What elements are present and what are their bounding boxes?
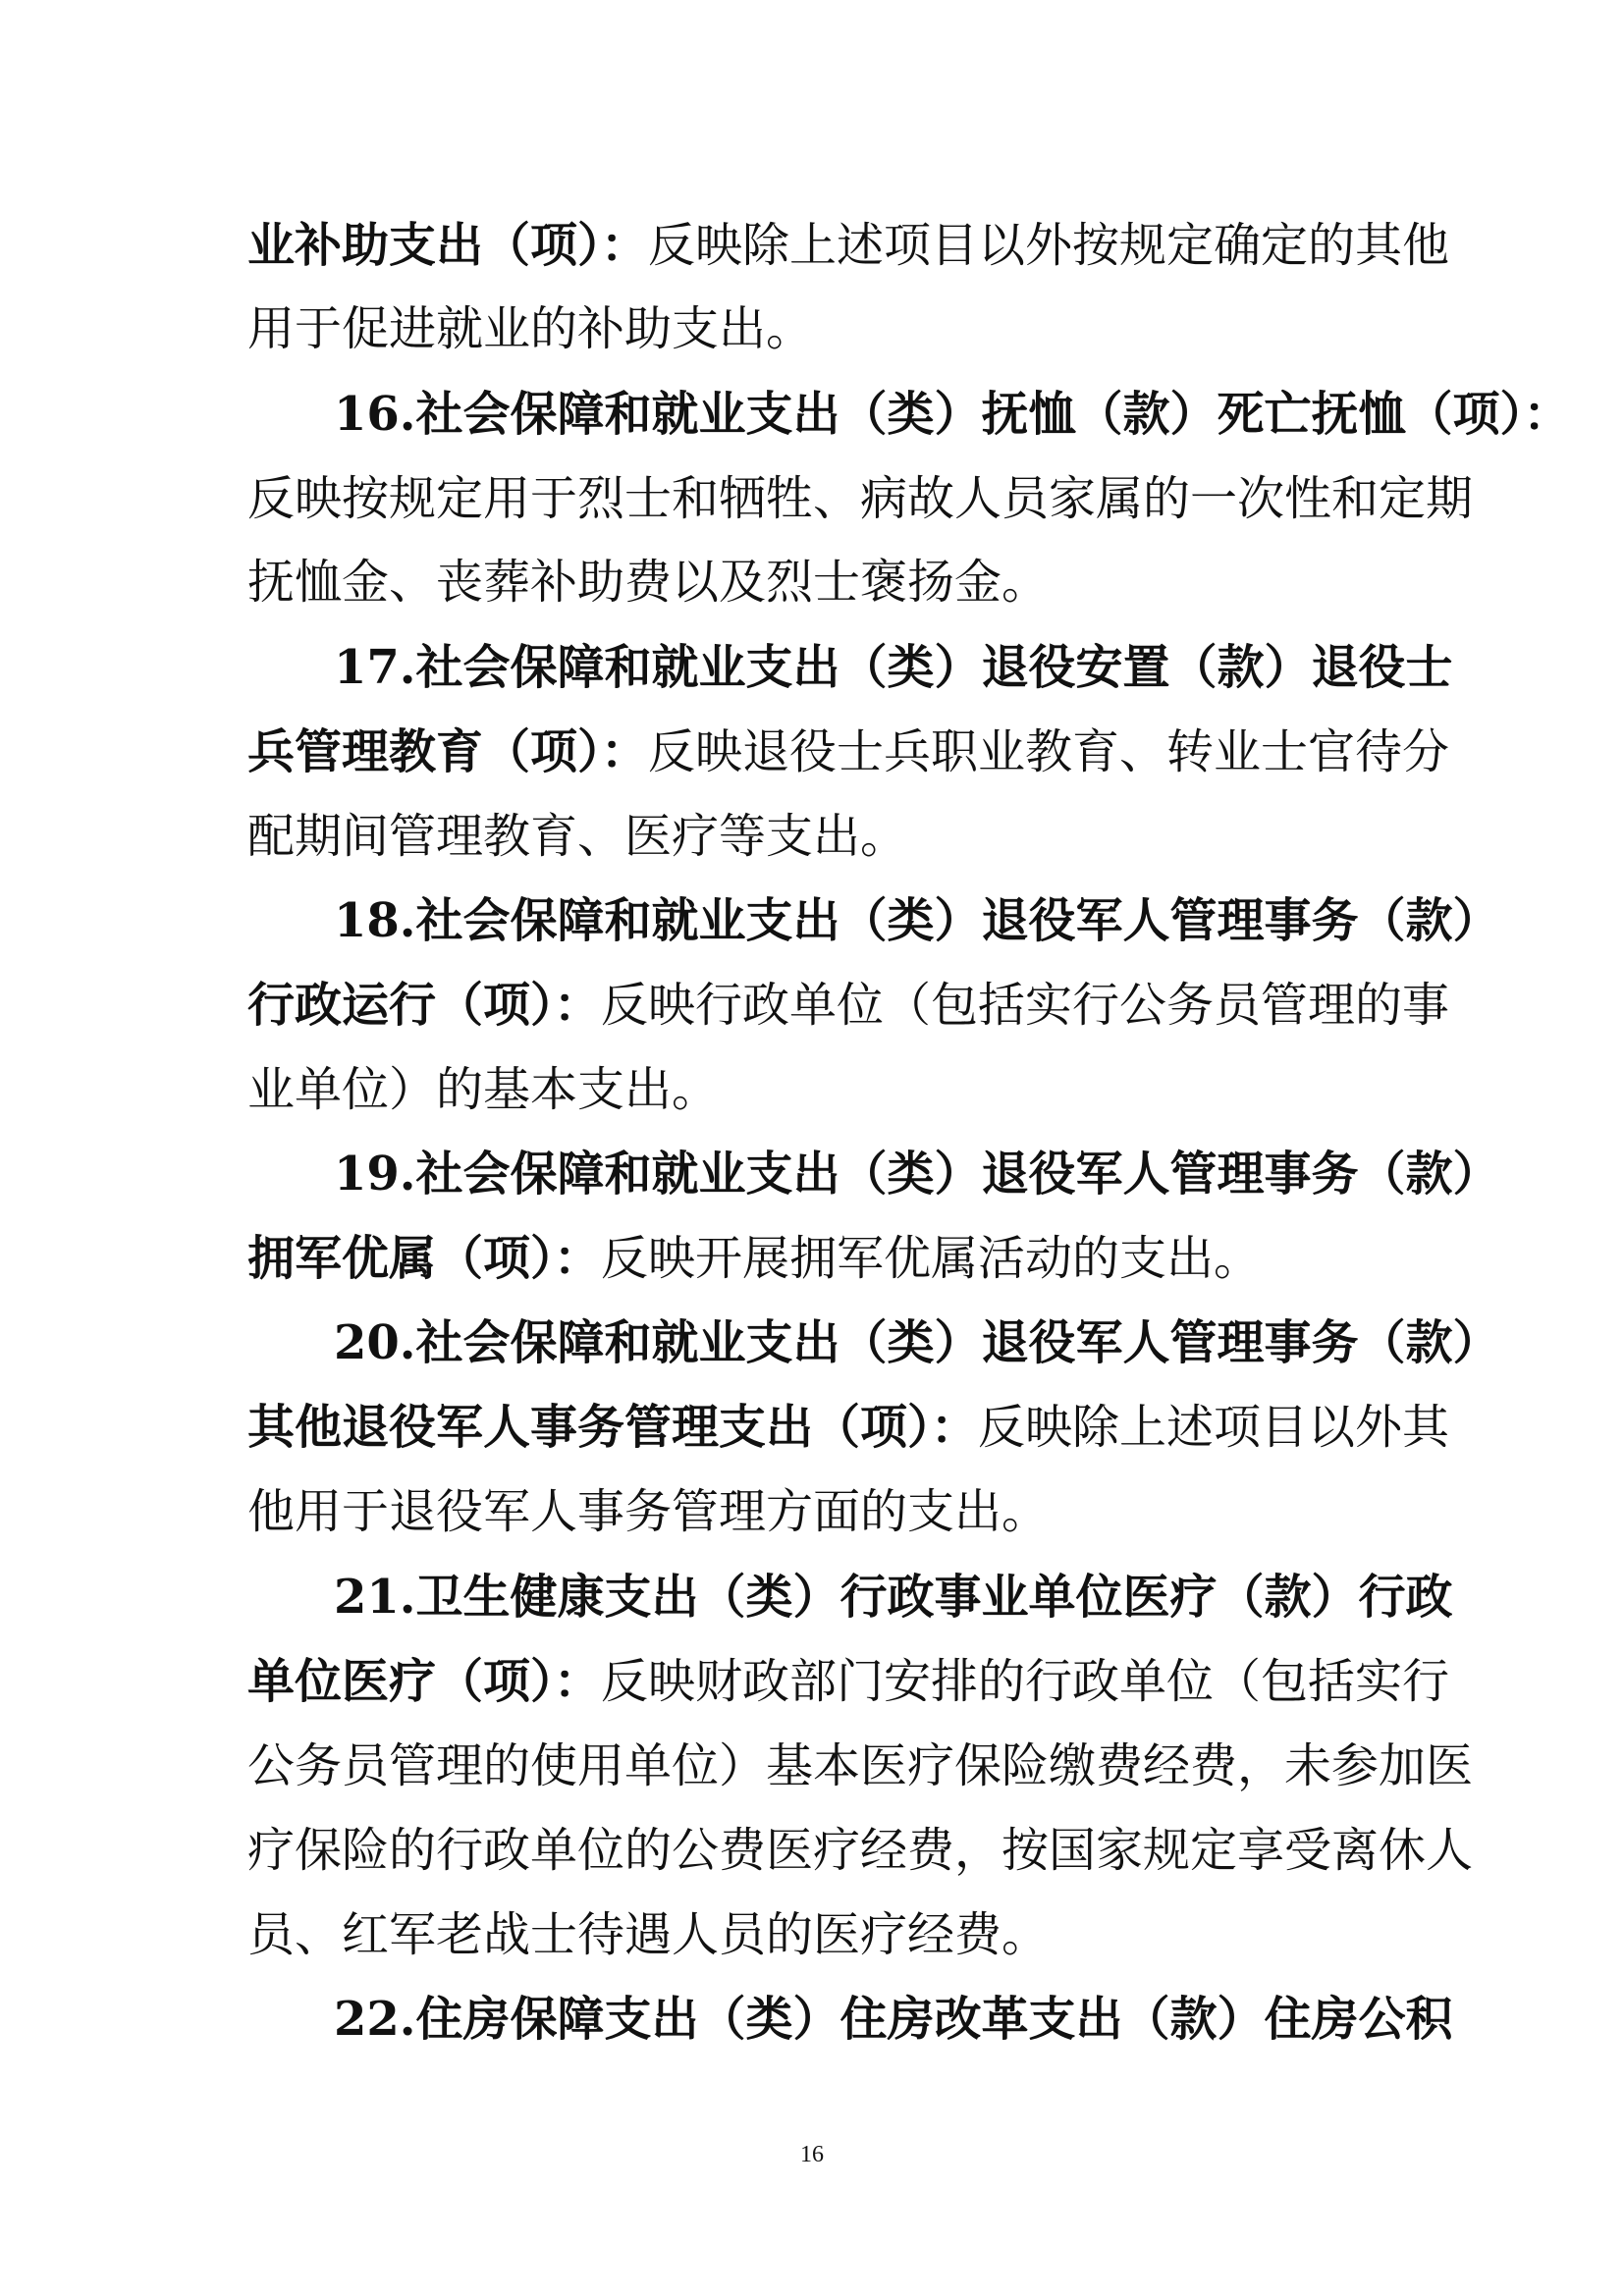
section-body: 业单位）的基本支出。 [247,1062,720,1117]
text-line-9 [334,891,1500,950]
section-heading: 20.社会保障和就业支出（类）退役军人管理事务（款） [334,1315,1500,1370]
text-line-6 [334,638,1453,697]
text-line-21 [247,1905,1386,1964]
section-heading: 22.住房保障支出（类）住房改革支出（款）住房公积 [334,1992,1453,2047]
section-body: 公务员管理的使用单位）基本医疗保险缴费经费，未参加医 [247,1738,1474,1793]
text-line-17 [334,1568,1453,1627]
text-line-4 [247,469,1474,528]
section-body: 疗保险的行政单位的公费医疗经费，按国家规定享受离休人 [247,1823,1474,1878]
section-body: 反映开展拥军优属活动的支出。 [601,1231,1262,1286]
section-heading: 行政运行（项）： [247,978,602,1033]
text-line-15 [247,1398,1450,1457]
text-line-18 [247,1652,1450,1711]
section-heading: 21.卫生健康支出（类）行政事业单位医疗（款）行政 [334,1570,1453,1625]
text-line-11 [247,1060,1386,1119]
section-body: 员、红军老战士待遇人员的医疗经费。 [247,1907,1050,1962]
section-body: 他用于退役军人事务管理方面的支出。 [247,1484,1050,1539]
section-heading: 业补助支出（项）： [247,218,649,273]
text-line-2 [247,299,1386,358]
text-line-10 [247,976,1450,1035]
section-heading: 拥军优属（项）： [247,1231,602,1286]
text-line-19 [247,1736,1474,1795]
section-body: 反映按规定用于烈士和牺牲、病故人员家属的一次性和定期 [247,471,1474,526]
section-body: 配期间管理教育、医疗等支出。 [247,809,908,864]
section-heading: 18.社会保障和就业支出（类）退役军人管理事务（款） [334,893,1500,948]
section-body: 用于促进就业的补助支出。 [247,301,814,356]
section-heading: 其他退役军人事务管理支出（项）： [247,1400,979,1455]
section-heading: 16.社会保障和就业支出（类）抚恤（款）死亡抚恤（项）： [334,387,1571,442]
section-body: 反映退役士兵职业教育、转业士官待分 [648,724,1450,779]
text-line-8 [247,807,1386,866]
section-body: 反映除上述项目以外按规定确定的其他 [648,218,1450,273]
text-line-16 [247,1482,1386,1541]
section-body: 反映财政部门安排的行政单位（包括实行 [601,1654,1450,1709]
section-heading: 单位医疗（项）： [247,1654,602,1709]
section-body: 反映除上述项目以外其 [978,1400,1450,1455]
text-line-7 [247,722,1450,781]
text-line-14 [334,1313,1500,1372]
text-line-5 [247,553,1386,612]
text-line-20 [247,1821,1474,1880]
page-number: 16 [800,2142,824,2167]
section-body: 反映行政单位（包括实行公务员管理的事 [601,978,1450,1033]
text-line-13 [247,1229,1386,1288]
text-line-12 [334,1145,1500,1203]
text-line-22 [334,1990,1453,2049]
section-heading: 19.社会保障和就业支出（类）退役军人管理事务（款） [334,1147,1500,1201]
section-heading: 兵管理教育（项）： [247,724,649,779]
text-line-1 [247,216,1450,275]
section-heading: 17.社会保障和就业支出（类）退役安置（款）退役士 [334,640,1453,695]
section-body: 抚恤金、丧葬补助费以及烈士褒扬金。 [247,555,1050,610]
text-line-3 [334,385,1571,444]
